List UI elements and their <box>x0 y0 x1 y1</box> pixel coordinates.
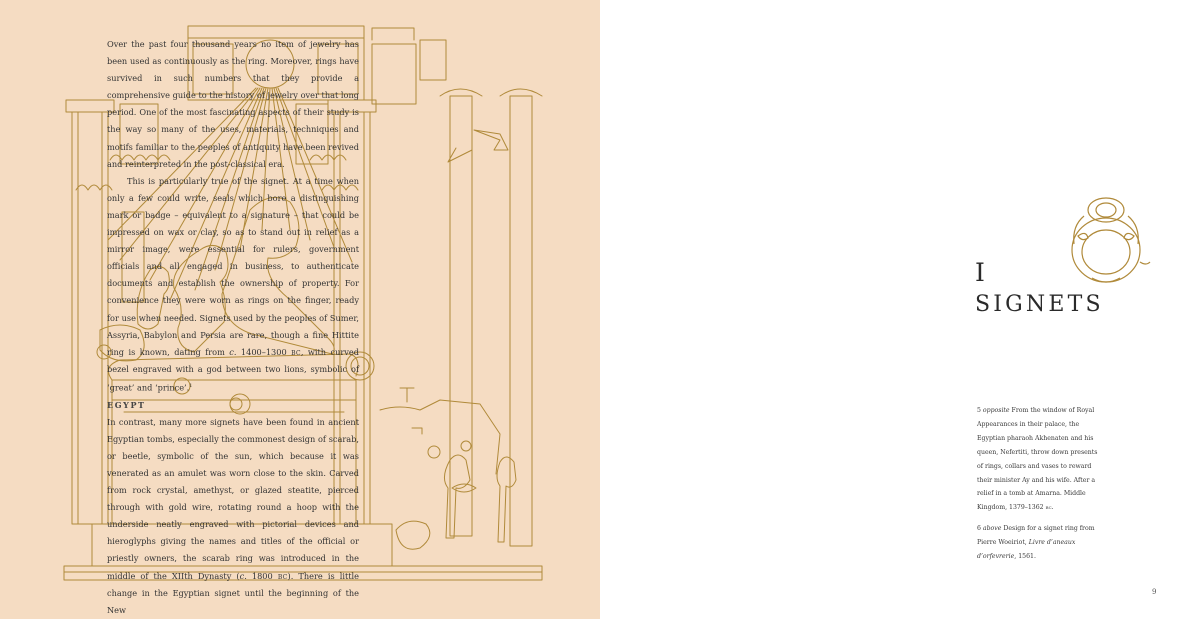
caption-6-book-title: Livre d’aneaux d’orfevrerie <box>977 539 1076 561</box>
p3-circa: c. <box>239 570 247 581</box>
p2-text-b: 1400–1300 <box>236 346 292 357</box>
p2-text-d: , with curved bezel engraved with a god between two lions, symbolic of ‘great’ and ‘prince’. <box>107 346 359 393</box>
page-number: 9 <box>1152 588 1157 596</box>
caption-6-number: 6 <box>977 525 983 533</box>
p2-text-a: This is particularly true of the signet. At a time when only a few could write, seals which bore a distinguishing mark or badge – equivalent to a signature – that could be impressed on wax or clay, so as to stand out in relief as a mirror image, were essential for rulers, government officials and all engaged in business, to authenticate documents and establish the ownership of property. For convenience they were worn as rings on the finger, ready for use when needed. Signets used by the peoples of Sumer, Assyria, Babylon and Persia are rare, though a fine Hittite ring is known, dating from <box>107 175 359 357</box>
p3-text-d: ). There is little change in the Egyptian signet until the beginning of the New <box>107 570 360 615</box>
p3-bc: bc <box>277 570 288 581</box>
footnote-marker: 1 <box>189 382 193 389</box>
caption-5-bc: bc <box>1045 504 1052 512</box>
p3-text-a: In contrast, many more signets have been found in ancient Egyptian tombs, especially the commonest design of scarab, or beetle, symbolic of the sun, which because it was venerated as an amulet was worn close to the skin. Carved from rock crystal, amethyst, or glazed steatite, pierced through with gold wire, rotating round a hoop with the underside neatly engraved with pictorial devices and hieroglyphs giving the names and titles of the official or priestly owners, the scarab ring was introduced in the middle of the XIIth Dynasty ( <box>107 416 359 581</box>
chapter-number: I <box>975 258 987 287</box>
body-paragraph-signet <box>107 173 359 397</box>
caption-6-text: Design for a signet ring from Pierre Woeiriot, <box>977 525 1095 547</box>
caption-6-end: , 1561. <box>1014 553 1036 561</box>
body-text-column <box>107 36 359 619</box>
figure-captions <box>977 404 1101 571</box>
caption-5 <box>977 404 1101 515</box>
caption-6 <box>977 522 1101 564</box>
signet-ring-icon <box>1062 192 1152 288</box>
caption-6-locator: above <box>982 525 1002 533</box>
caption-5-number: 5 <box>977 407 983 414</box>
body-paragraph-egypt <box>107 414 359 619</box>
p3-text-b: 1800 <box>246 570 278 581</box>
caption-5-end: . <box>1051 504 1054 512</box>
chapter-title: SIGNETS <box>975 292 1104 317</box>
caption-5-locator: opposite <box>982 407 1010 414</box>
p2-bc: bc <box>291 346 301 357</box>
p2-circa: c. <box>229 346 237 357</box>
caption-5-text: From the window of Royal Appearances in their palace, the Egyptian pharaoh Akhenaten and his queen, Nefertiti, throw down presents of rings, collars and vases to reward their minister Ay and his wife. After a relief in a tomb at Amarna. Middle Kingdom, 1379–1362 <box>977 407 1098 512</box>
section-heading-egypt: EGYPT <box>107 399 146 410</box>
body-paragraph-intro: Over the past four thousand years no item of jewelry has been used as continuously as the ring. Moreover, rings have survived in such numbers that they provide a comprehensive guide to the history of jewelry over that long period. One of the most fascinating aspects of their study is the way so many of the uses, materials, techniques and motifs familiar to the peoples of antiquity have been revived and reinterpreted in the post-classical era. <box>107 39 359 169</box>
right-page <box>600 0 1200 619</box>
